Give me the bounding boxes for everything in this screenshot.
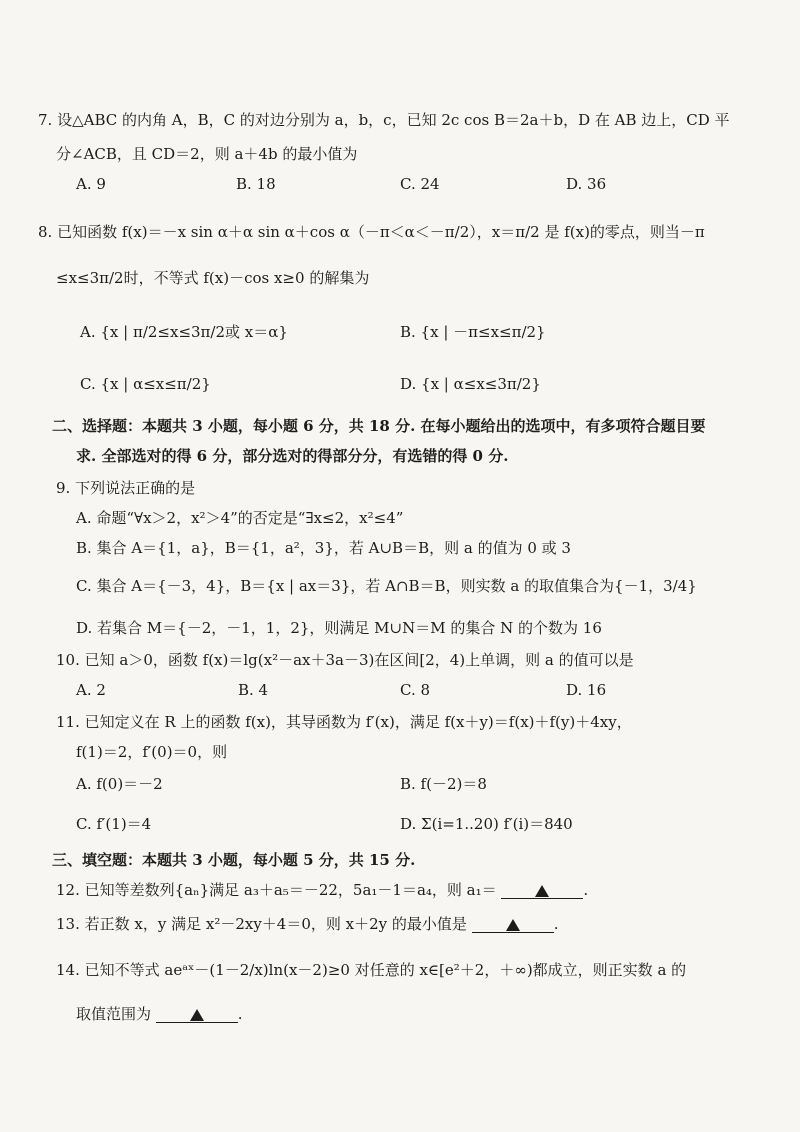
q10-option-a: A. 2	[76, 681, 106, 699]
q14-text: 取值范围为	[76, 1005, 152, 1023]
q10-option-b: B. 4	[238, 681, 269, 699]
q14-line2	[76, 1004, 243, 1024]
q8-line2: ≤x≤3π/2时，不等式 f(x)－cos x≥0 的解集为	[56, 269, 370, 287]
q13-answer-blank[interactable]	[472, 916, 554, 933]
q14-tail: .	[237, 1005, 243, 1023]
triangle-icon	[535, 885, 549, 897]
q9-option-b: B. 集合 A＝{1，a}，B＝{1，a²，3}，若 A∪B＝B，则 a 的值为 0 或 3	[76, 539, 571, 557]
q9-option-d: D. 若集合 M＝{－2，－1，1，2}，则满足 M∪N＝M 的集合 N 的个数为 16	[76, 619, 602, 637]
q10-stem: 10. 已知 a＞0，函数 f(x)＝lg(x²－ax＋3a－3)在区间[2，4)上单调，则 a 的值可以是	[56, 651, 634, 669]
q8-option-a: A. {x | π/2≤x≤3π/2或 x＝α}	[80, 323, 288, 341]
q11-option-d: D. Σ(i=1..20) f′(i)＝840	[400, 815, 573, 833]
q12-tail: .	[583, 881, 589, 899]
q11-line2: f(1)＝2，f′(0)＝0，则	[76, 743, 228, 761]
q10-option-d: D. 16	[566, 681, 607, 699]
q14-answer-blank[interactable]	[156, 1006, 238, 1023]
q11-option-b: B. f(－2)＝8	[400, 775, 487, 793]
q9-option-c: C. 集合 A＝{－3，4}，B＝{x | ax＝3}，若 A∩B＝B，则实数 a 的取值集合为{－1，3/4}	[76, 577, 697, 595]
q11-line1: 11. 已知定义在 R 上的函数 f(x)，其导函数为 f′(x)，满足 f(x＋y)＝f(x)＋f(y)＋4xy，	[56, 713, 632, 731]
q11-option-c: C. f′(1)＝4	[76, 815, 152, 833]
q7-option-d: D. 36	[566, 175, 607, 193]
q7-option-a: A. 9	[76, 175, 106, 193]
q9-option-a: A. 命题“∀x＞2，x²＞4”的否定是“∃x≤2，x²≤4”	[76, 509, 404, 527]
triangle-icon	[506, 919, 520, 931]
q7-option-c: C. 24	[400, 175, 440, 193]
q8-option-d: D. {x | α≤x≤3π/2}	[400, 375, 541, 393]
q8-option-b: B. {x | －π≤x≤π/2}	[400, 323, 546, 341]
q12-text: 12. 已知等差数列{aₙ}满足 a₃＋a₅＝－22，5a₁－1＝a₄，则 a₁＝	[56, 881, 497, 899]
q7-option-b: B. 18	[236, 175, 276, 193]
q13-tail: .	[553, 915, 559, 933]
q7-line1: 7. 设△ABC 的内角 A，B，C 的对边分别为 a，b，c，已知 2c cos B＝2a＋b，D 在 AB 边上，CD 平	[38, 111, 730, 129]
q10-option-c: C. 8	[400, 681, 431, 699]
q11-option-a: A. f(0)＝－2	[76, 775, 163, 793]
q7-line2: 分∠ACB，且 CD＝2，则 a＋4b 的最小值为	[56, 145, 358, 163]
section2-line2: 求. 全部选对的得 6 分，部分选对的得部分分，有选错的得 0 分.	[76, 447, 509, 465]
q12-answer-blank[interactable]	[501, 882, 583, 899]
section3-line1: 三、填空题：本题共 3 小题，每小题 5 分，共 15 分.	[52, 851, 416, 869]
q8-option-c: C. {x | α≤x≤π/2}	[80, 375, 211, 393]
section2-line1: 二、选择题：本题共 3 小题，每小题 6 分，共 18 分. 在每小题给出的选项中，有多项符合题目要	[52, 417, 706, 435]
q13-text: 13. 若正数 x，y 满足 x²－2xy＋4＝0，则 x＋2y 的最小值是	[56, 915, 467, 933]
triangle-icon	[190, 1009, 204, 1021]
q13-line	[56, 914, 558, 934]
q12-line	[56, 880, 588, 900]
q9-stem: 9. 下列说法正确的是	[56, 479, 196, 497]
q8-line1: 8. 已知函数 f(x)＝－x sin α＋α sin α＋cos α（－π＜α＜－π/2），x＝π/2 是 f(x)的零点，则当－π	[38, 223, 705, 241]
q14-line1: 14. 已知不等式 aeᵃˣ－(1－2/x)ln(x－2)≥0 对任意的 x∈[e²＋2，＋∞)都成立，则正实数 a 的	[56, 961, 687, 979]
